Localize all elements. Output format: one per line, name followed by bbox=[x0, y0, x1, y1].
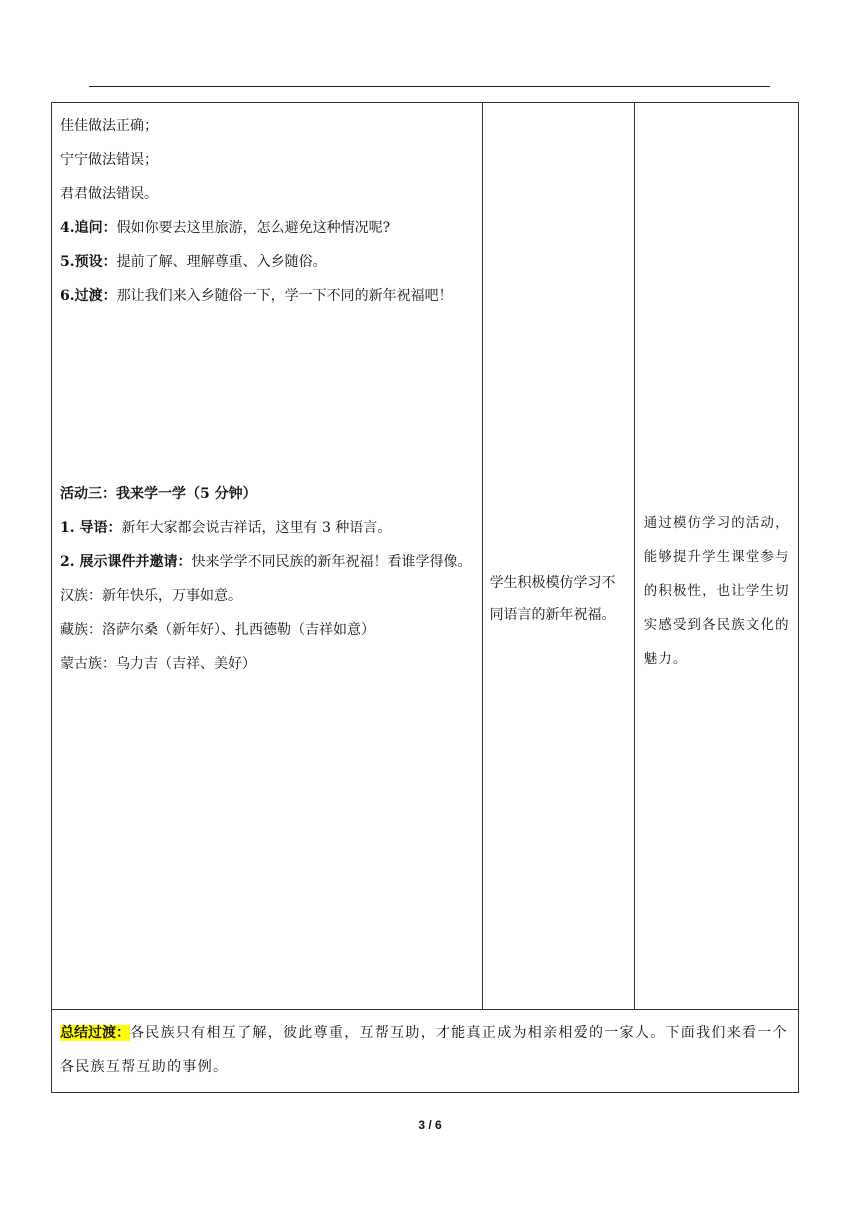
intro-text: 新年大家都会说吉祥话，这里有 3 种语言。 bbox=[121, 520, 392, 536]
preset-label: 5.预设： bbox=[60, 254, 117, 270]
followup-question bbox=[60, 211, 474, 245]
intro-label: 1. 导语： bbox=[60, 520, 122, 536]
student-activity-cell bbox=[482, 103, 634, 1010]
summary-cell bbox=[52, 1010, 799, 1093]
teacher-activity-cell bbox=[52, 103, 483, 1010]
followup-text: 假如你要去这里旅游，怎么避免这种情况呢? bbox=[116, 220, 391, 236]
page-number: 3 / 6 bbox=[418, 1118, 442, 1132]
summary-paragraph bbox=[60, 1016, 790, 1084]
summary-label: 总结过渡： bbox=[60, 1025, 130, 1041]
intro-line bbox=[60, 511, 474, 545]
header-rule bbox=[89, 86, 770, 87]
preset-text: 提前了解、理解尊重、入乡随俗。 bbox=[116, 254, 327, 270]
summary-text: 各民族只有相互了解，彼此尊重，互帮互助，才能真正成为相亲相爱的一家人。下面我们来看一个各民族互帮互助的事例。 bbox=[60, 1025, 788, 1075]
activity-title: 活动三：我来学一学（5 分钟） bbox=[60, 486, 257, 502]
design-intent-text: 通过模仿学习的活动，能够提升学生课堂参与的积极性，也让学生切实感受到各民族文化的魅力。 bbox=[643, 516, 790, 667]
greeting-han: 汉族：新年快乐，万事如意。 bbox=[60, 588, 242, 604]
display-text: 快来学学不同民族的新年祝福！看谁学得像。 bbox=[191, 554, 472, 570]
design-intent-cell bbox=[634, 103, 798, 1010]
greeting-mongolian: 蒙古族：乌力吉（吉祥、美好） bbox=[60, 656, 256, 672]
display-line bbox=[60, 545, 474, 579]
outcome-line-1: 佳佳做法正确； bbox=[60, 118, 158, 134]
lesson-plan-table bbox=[51, 102, 799, 1093]
greeting-tibetan: 藏族：洛萨尔桑（新年好）、扎西德勒（吉祥如意） bbox=[60, 622, 375, 638]
transition-label: 6.过渡： bbox=[60, 288, 117, 304]
student-activity-text: 学生积极模仿学习不同语言的新年祝福。 bbox=[489, 575, 616, 623]
transition-line bbox=[60, 279, 474, 313]
followup-label: 4.追问： bbox=[60, 220, 117, 236]
transition-text: 那让我们来入乡随俗一下，学一下不同的新年祝福吧！ bbox=[116, 288, 453, 304]
outcome-line-3: 君君做法错误。 bbox=[60, 186, 158, 202]
preset-answer bbox=[60, 245, 474, 279]
display-label: 2. 展示课件并邀请： bbox=[60, 554, 192, 570]
outcome-line-2: 宁宁做法错误； bbox=[60, 152, 158, 168]
